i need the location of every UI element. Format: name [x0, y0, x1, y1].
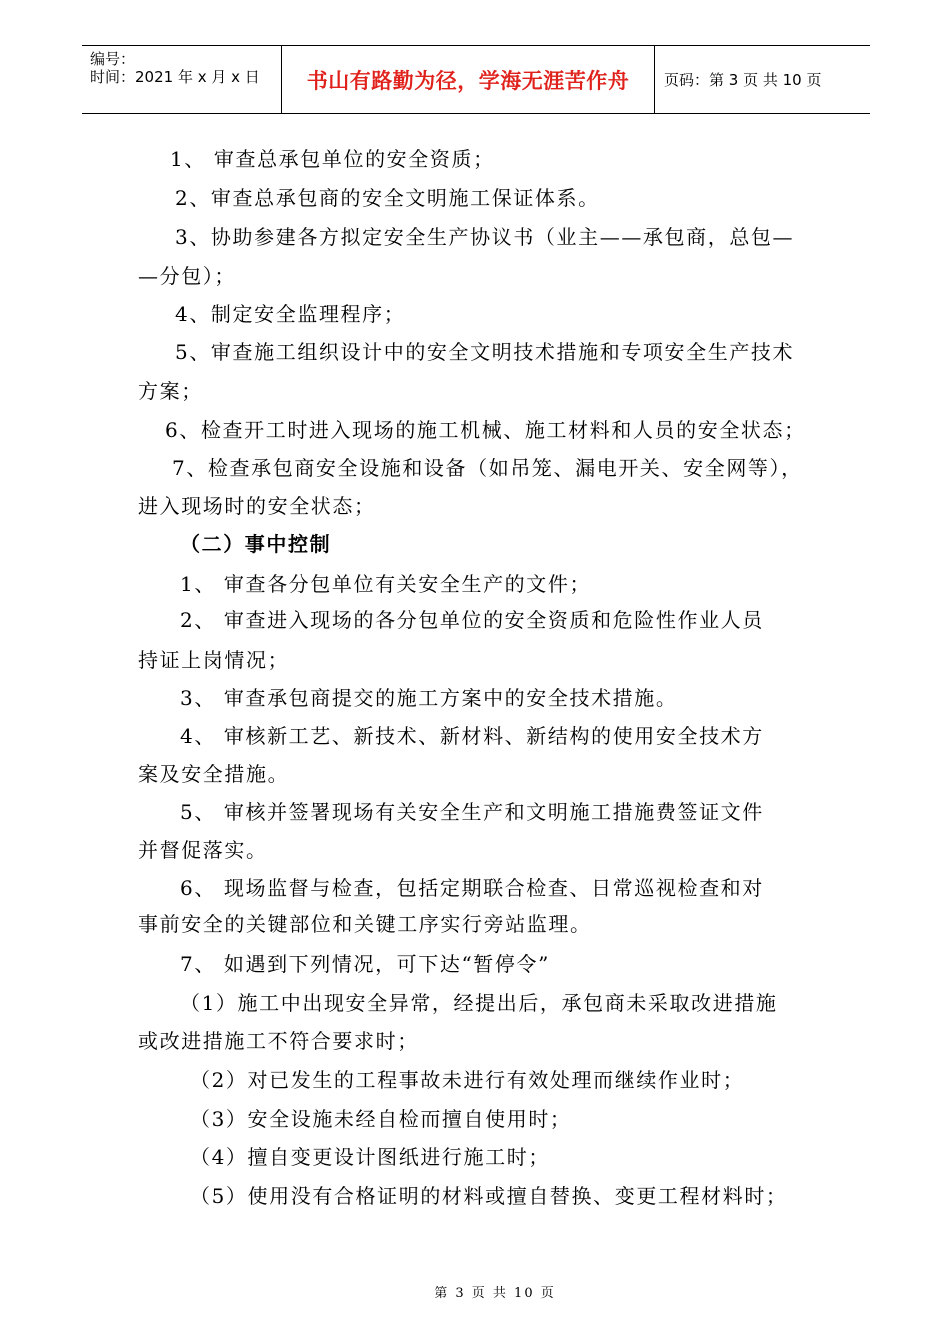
body-line: 方案； — [138, 379, 203, 403]
body-line: （5）使用没有合格证明的材料或擅自替换、变更工程材料时； — [190, 1184, 788, 1208]
body-line: 1、 审查各分包单位有关安全生产的文件； — [180, 572, 592, 596]
body-line: 持证上岗情况； — [138, 648, 290, 672]
body-line: 4、 审核新工艺、新技术、新材料、新结构的使用安全技术方 — [180, 724, 764, 748]
body-line: （1）施工中出现安全异常，经提出后，承包商未采取改进措施 — [180, 991, 778, 1015]
body-line: 7、检查承包商安全设施和设备（如吊笼、漏电开关、安全网等）， — [172, 456, 803, 480]
page-footer: 第 3 页 共 10 页 — [434, 1286, 556, 1301]
body-line: （4）擅自变更设计图纸进行施工时； — [190, 1145, 550, 1169]
body-line: 并督促落实。 — [138, 838, 268, 862]
body-line: （2）对已发生的工程事故未进行有效处理而继续作业时； — [190, 1068, 745, 1092]
body-line: 3、协助参建各方拟定安全生产协议书（业主——承包商，总包— — [175, 225, 795, 249]
section-heading: （二）事中控制 — [180, 532, 332, 556]
body-line: 3、 审查承包商提交的施工方案中的安全技术措施。 — [180, 686, 678, 710]
body-line: 事前安全的关键部位和关键工序实行旁站监理。 — [138, 912, 592, 936]
body-line: 案及安全措施。 — [138, 762, 290, 786]
page-header — [82, 45, 870, 114]
document-date-label: 时间：2021 年 x 月 x 日 — [90, 68, 260, 86]
body-line: 5、审查施工组织设计中的安全文明技术措施和专项安全生产技术 — [175, 340, 795, 364]
header-meta-cell — [82, 46, 282, 113]
body-line: 6、 现场监督与检查，包括定期联合检查、日常巡视检查和对 — [180, 876, 764, 900]
header-motto: 书山有路勤为径，学海无涯苦作舟 — [282, 46, 655, 113]
body-line: 进入现场时的安全状态； — [138, 494, 376, 518]
body-line: （3）安全设施未经自检而擅自使用时； — [190, 1107, 572, 1131]
body-line: —分包）； — [138, 264, 236, 288]
body-line: 5、 审核并签署现场有关安全生产和文明施工措施费签证文件 — [180, 800, 764, 824]
body-line: 2、 审查进入现场的各分包单位的安全资质和危险性作业人员 — [180, 608, 764, 632]
body-line: 7、 如遇到下列情况，可下达“暂停令” — [180, 952, 550, 976]
document-number-label: 编号： — [90, 50, 136, 68]
header-page-info: 页码：第 3 页 共 10 页 — [664, 71, 822, 89]
body-line: 4、制定安全监理程序； — [175, 302, 406, 326]
body-line: 6、检查开工时进入现场的施工机械、施工材料和人员的安全状态； — [165, 418, 806, 442]
body-line: 2、审查总承包商的安全文明施工保证体系。 — [175, 186, 600, 210]
body-line: 或改进措施工不符合要求时； — [138, 1029, 419, 1053]
body-line: 1、 审查总承包单位的安全资质； — [170, 147, 495, 171]
